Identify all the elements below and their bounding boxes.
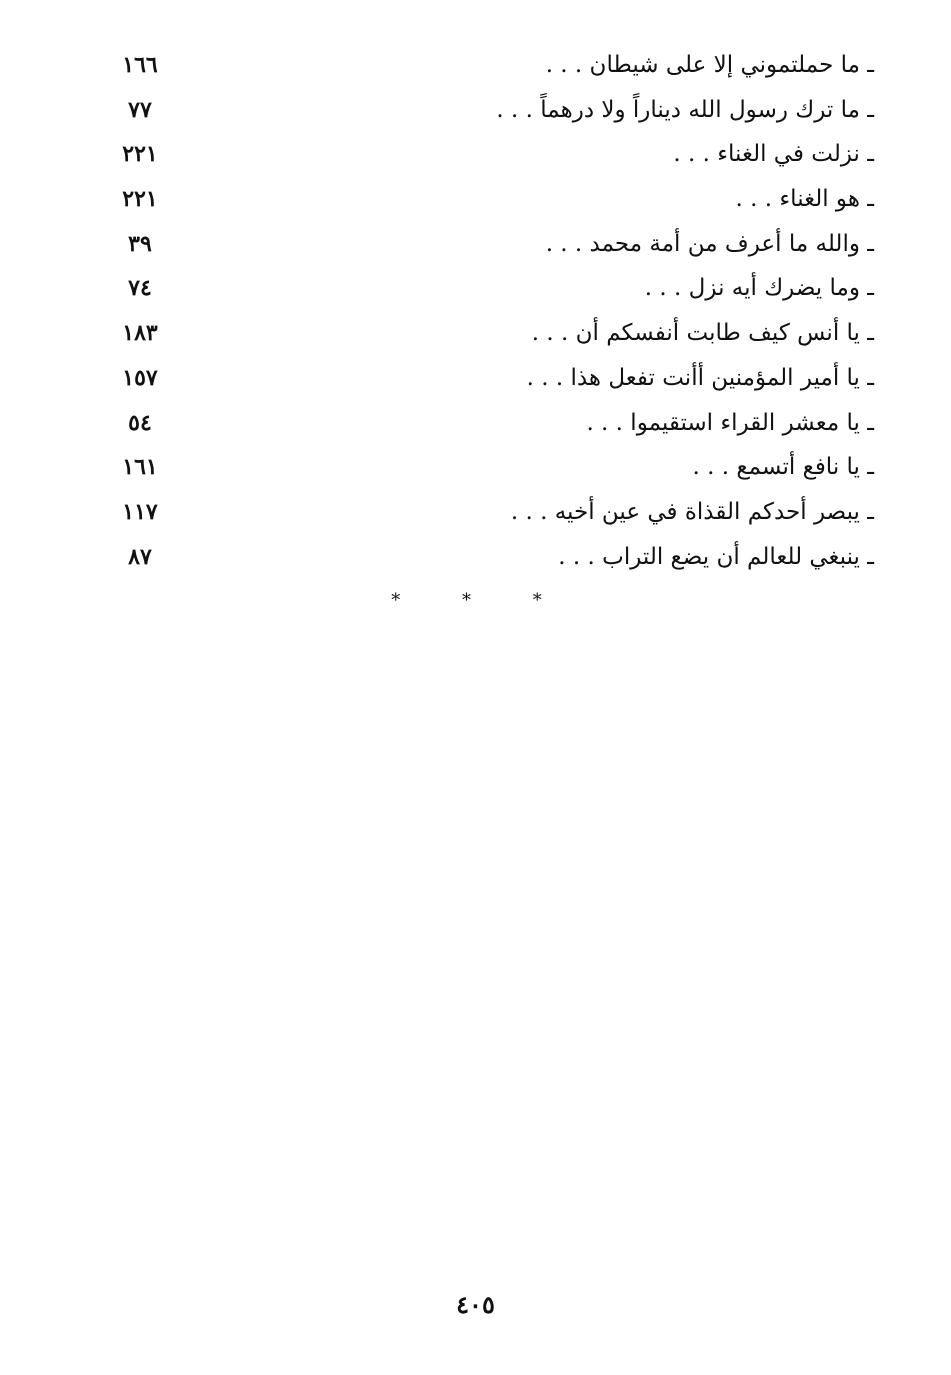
entry-page-number: ٢٢١: [122, 141, 158, 168]
index-entry: [100, 491, 880, 536]
entry-page-number: ١٨٣: [122, 320, 158, 347]
index-entry: [100, 536, 880, 581]
entry-page-number: ٢٢١: [122, 186, 158, 213]
index-entry: [100, 267, 880, 312]
entry-page-number: ١٦١: [122, 454, 158, 481]
index-entry: [100, 178, 880, 223]
index-entry: [100, 223, 880, 268]
entry-text: ـ يا معشر القراء استقيموا . . .: [586, 409, 874, 436]
entry-page-number: ٧٧: [128, 96, 152, 123]
entry-text: ـ هو الغناء . . .: [735, 186, 874, 213]
entry-page-number: ١١٧: [122, 498, 158, 525]
entry-text: ـ يا أنس كيف طابت أنفسكم أن . . .: [531, 320, 874, 347]
entry-text: ـ يا أمير المؤمنين أأنت تفعل هذا . . .: [526, 364, 874, 391]
entry-page-number: ١٥٧: [122, 364, 158, 391]
entry-page-number: ٧٤: [128, 275, 152, 302]
index-entry: [100, 402, 880, 447]
footer-page-number: ٤٠٥: [456, 1290, 495, 1319]
index-entry: [100, 312, 880, 357]
entry-text: ـ ينبغي للعالم أن يضع التراب . . .: [558, 543, 874, 570]
entry-page-number: ٨٧: [128, 543, 152, 570]
index-entry: [100, 133, 880, 178]
entry-page-number: ٣٩: [128, 230, 152, 257]
entry-text: ـ يا نافع أتسمع . . .: [692, 454, 874, 481]
index-entry: [100, 357, 880, 402]
index-list: [100, 44, 880, 580]
entry-page-number: ٥٤: [128, 409, 152, 436]
entry-text: ـ ما ترك رسول الله ديناراً ولا درهماً . . .: [496, 96, 874, 123]
index-entry: [100, 89, 880, 134]
entry-page-number: ١٦٦: [122, 52, 158, 78]
index-entry: [100, 446, 880, 491]
index-entry: [100, 44, 880, 89]
entry-text: ـ نزلت في الغناء . . .: [673, 141, 874, 168]
section-separator: * * *: [391, 590, 570, 611]
entry-text: ـ والله ما أعرف من أمة محمد . . .: [545, 230, 874, 257]
entry-text: ـ يبصر أحدكم القذاة في عين أخيه . . .: [510, 498, 874, 525]
entry-text: ـ وما يضرك أيه نزل . . .: [644, 275, 874, 302]
entry-text: ـ ما حملتموني إلا على شيطان . . .: [545, 52, 874, 78]
